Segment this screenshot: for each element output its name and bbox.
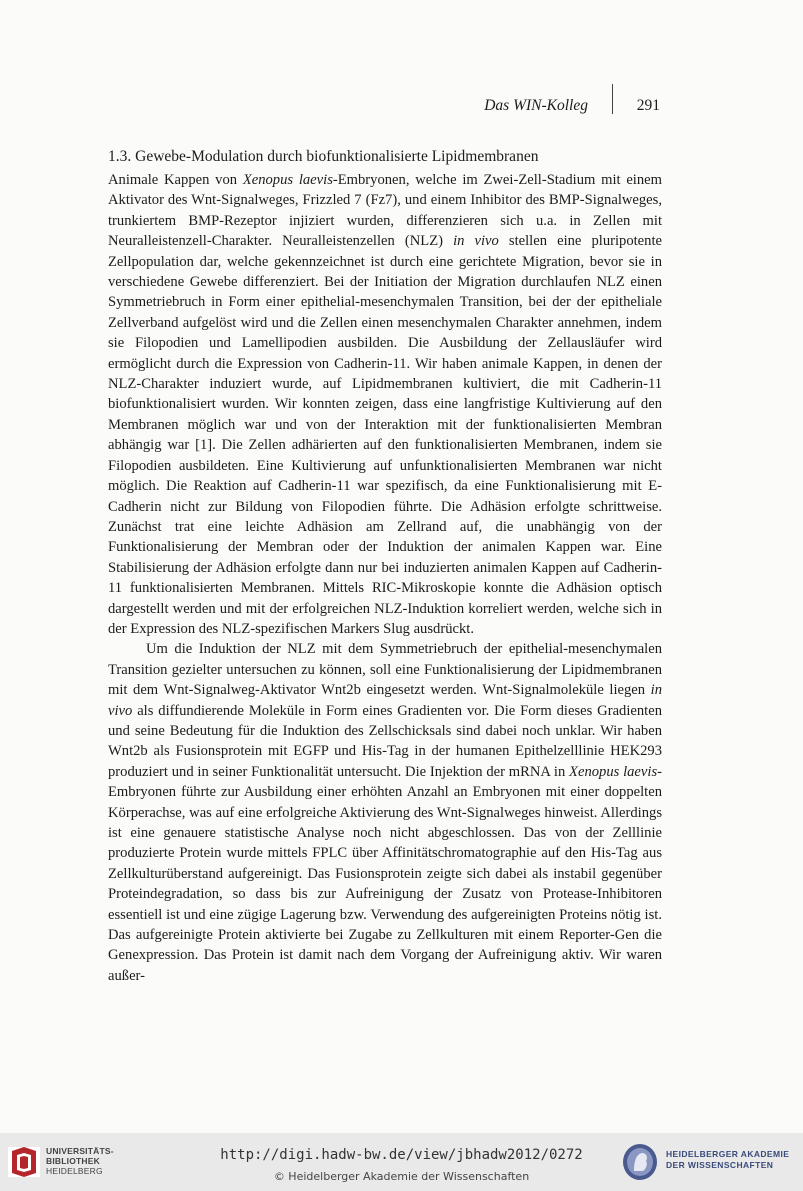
library-line-3: HEIDELBERG bbox=[46, 1166, 103, 1176]
academy-line-2: DER WISSENSCHAFTEN bbox=[666, 1160, 774, 1170]
academy-label bbox=[666, 1149, 789, 1171]
running-head bbox=[430, 94, 660, 118]
viewer-footer bbox=[0, 1133, 803, 1191]
permalink-url[interactable]: http://digi.hadw-bw.de/view/jbhadw2012/0272 bbox=[220, 1147, 583, 1163]
header-divider bbox=[612, 84, 613, 114]
section-heading: 1.3. Gewebe-Modulation durch biofunktionalisierte Lipidmembranen bbox=[108, 148, 539, 165]
academy-line-1: HEIDELBERGER AKADEMIE bbox=[666, 1149, 790, 1159]
running-title: Das WIN-Kolleg bbox=[484, 97, 588, 114]
copyright-notice: © Heidelberger Akademie der Wissenschaften bbox=[273, 1170, 530, 1183]
library-line-2: BIBLIOTHEK bbox=[46, 1156, 100, 1166]
academy-seal-icon[interactable] bbox=[621, 1142, 659, 1182]
body-text bbox=[108, 170, 662, 986]
library-line-1: UNIVERSITÄTS- bbox=[46, 1146, 114, 1156]
paragraph: Um die Induktion der NLZ mit dem Symmetriebruch der epithelial-mesenchymalen Transition gezielter untersuchen zu können, soll eine Funktionalisierung der Lipidmembranen mit dem Wnt-Signalweg-Aktivator Wnt2b eingesetzt werden. Wnt-Signalmoleküle liegen in vivo als diffundierende Moleküle in Form eines Gradienten vor. Die Form dieses Gradienten und seine Bedeutung für die Induktion des Zellschicksals sind dabei noch unklar. Wir haben Wnt2b als Fusionsprotein mit EGFP und His-Tag in der humanen Epithelzelllinie HEK293 produziert und in seiner Funktionalität untersucht. Die Injektion der mRNA in Xenopus laevis-Embryonen führte zur Ausbildung einer erhöhten Anzahl an Embryonen mit einer doppelten Körperachse, was auf eine erfolgreiche Aktivierung des Wnt-Signalweges hinweist. Allerdings ist eine genauere statistische Analyse noch nicht abgeschlossen. Das von der Zelllinie produzierte Protein wurde mittels FPLC über Affinitätschromatographie auf den His-Tag aus Zellkulturüberstand aufgereinigt. Das Fusionsprotein zeigte sich dabei als instabil gegenüber Proteindegradation, so dass bis zur Aufreinigung der Zusatz von Protease-Inhibitoren essentiell ist und eine zügige Lagerung bzw. Verwendung des aufgereinigten Proteins nötig ist. Das aufgereinigte Protein aktivierte bei Zugabe zu Zellkulturen mit einem Reporter-Gen die Genexpression. Das Protein ist damit nach dem Vorgang der Aufreinigung aktiv. Wir waren außer- bbox=[108, 641, 662, 984]
paragraph: Animale Kappen von Xenopus laevis-Embryonen, welche im Zwei-Zell-Stadium mit einem Aktivator des Wnt-Signalweges, Frizzled 7 (Fz7), und einem Inhibitor des BMP-Signalweges, trunkiertem BMP-Rezeptor injiziert wurden, differenzieren sich u.a. in Zellen mit Neuralleistenzell-Charakter. Neuralleistenzellen (NLZ) in vivo stellen eine pluripotente Zellpopulation dar, welche gekennzeichnet ist durch eine gerichtete Migration, bevor sie in verschiedene Gewebe differenziert. Bei der Initiation der Migration durchlaufen NLZ einen Symmetriebruch in Form einer epithelial-mesenchymalen Transition, bei der der epitheliale Zellverband aufgelöst wird und die Zellen einen mesenchymalen Charakter annehmen, indem sie Filopodien und Lamellipodien ausbilden. Die Ausbildung der Zellausläufer wird ermöglicht durch die Expression von Cadherin-11. Wir haben animale Kappen, in denen der NLZ-Charakter induziert wurde, auf Lipidmembranen kultiviert, die mit Cadherin-11 biofunktionalisiert wurden. Wir konnten zeigen, dass eine langfristige Kultivierung auf den Membranen möglich war und von der Interaktion mit der funktionalisierten Membran abhängig war [1]. Die Zellen adhärierten auf den funktionalisierten Membranen, indem sie Filopodien ausbildeten. Eine Kultivierung auf unfunktionalisierten Membranen war nicht möglich. Die Reaktion auf Cadherin-11 war spezifisch, da eine Funktionalisierung mit E-Cadherin nicht zur Bildung von Filopodien führte. Die Adhäsion erfolgte schrittweise. Zunächst trat eine leichte Adhäsion am Zellrand auf, die unabhängig von der Funktionalisierung der Membran oder der Induktion der animalen Kappen war. Eine Stabilisierung der Adhäsion erfolgte dann nur bei induzierten animalen Kappen auf Cadherin-11 funktionalisierten Membranen. Mittels RIC-Mikroskopie konnte die Adhäsion optisch dargestellt werden und mit der erfolgreichen NLZ-Induktion korreliert werden, welche sich in der Expression des NLZ-spezifischen Markers Slug ausdrückt. bbox=[108, 172, 662, 637]
page-number: 291 bbox=[636, 97, 660, 114]
